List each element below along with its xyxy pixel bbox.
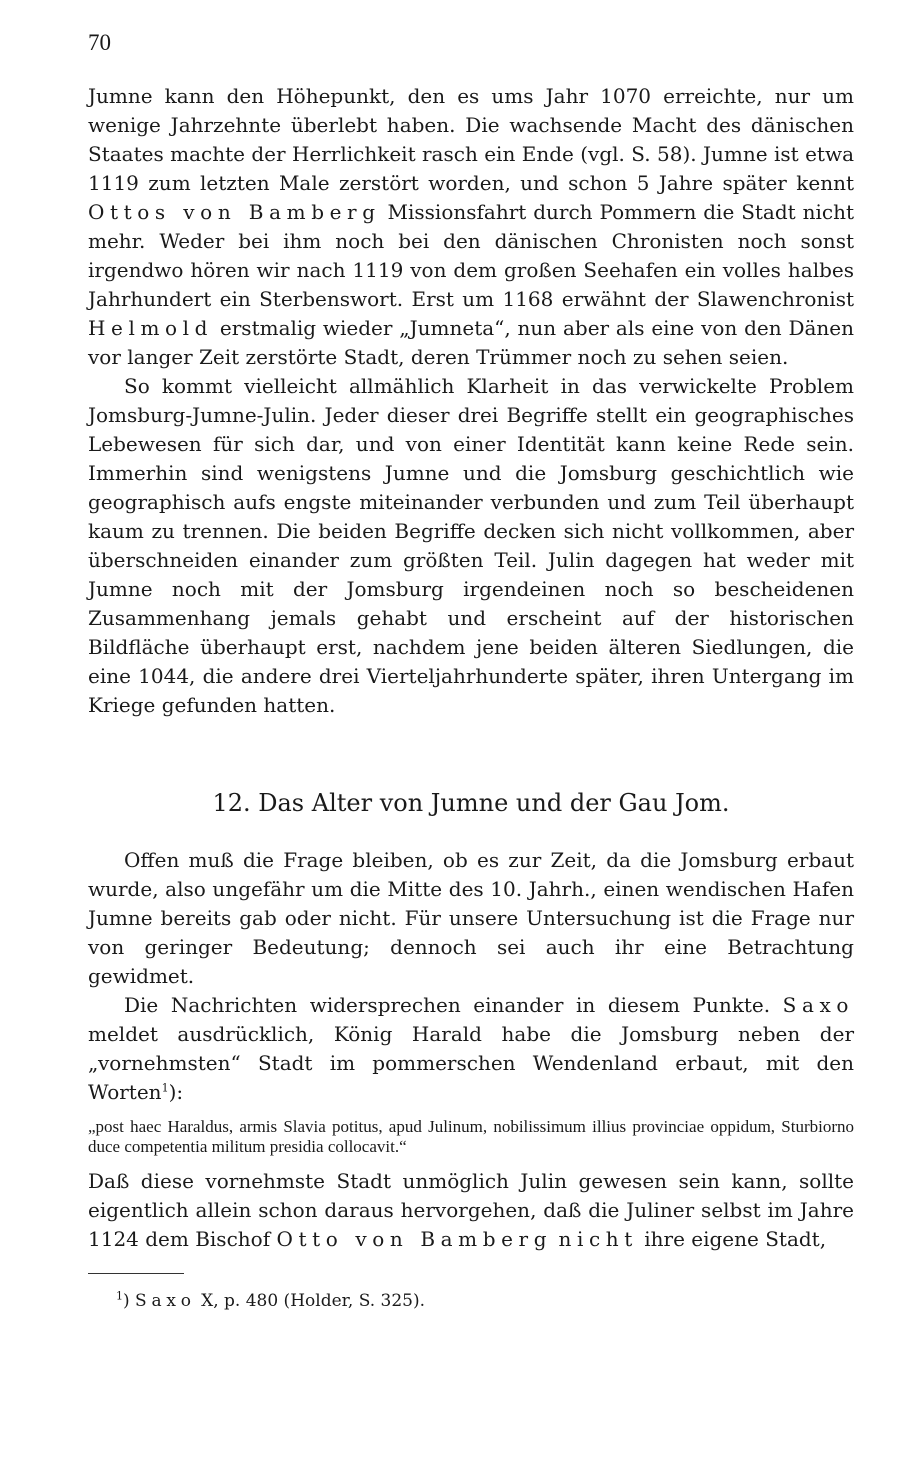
paragraph-jomsburg-problem: So kommt vielleicht allmählich Klarheit in das verwickelte Problem Jomsburg-Jumne-Julin. Jeder dieser drei Begriffe stellt ein geographisches Lebewesen für sich dar, und von einer Identität kann keine Rede sein. Immerhin sind wenigstens Jumne und die Jomsburg geschichtlich wie geographisch aufs engste miteinander verbunden und zum Teil überhaupt kaum zu trennen. Die beiden Begriffe decken sich nicht vollkommen, aber überschneiden einander zum größten Teil. Julin dagegen hat weder mit Jumne noch mit der Jomsburg irgendeinen noch so bescheidenen Zusammenhang jemals gehabt und erscheint auf der historischen Bildfläche überhaupt erst, nachdem jene beiden älteren Siedlungen, die eine 1044, die andere drei Vierteljahrhunderte später, ihren Untergang im Kriege gefunden hatten. — [88, 374, 854, 717]
page-number: 70 — [88, 30, 111, 55]
footnote — [116, 1290, 425, 1312]
text-run: Daß diese vornehmste Stadt unmöglich Julin gewesen sein kann, sollte eigentlich allein schon daraus hervorgehen, daß die Juliner selbst im Jahre 1124 dem Bischof — [88, 1169, 854, 1251]
paragraph-julin-argument — [88, 1167, 854, 1254]
text-block-lower — [88, 846, 854, 1254]
section-heading: 12. Das Alter von Jumne und der Gau Jom. — [212, 789, 730, 817]
text-run: Die Nachrichten widersprechen einander in diesem Punkte. — [124, 993, 783, 1017]
paragraph-open-question: Offen muß die Frage bleiben, ob es zur Zeit, da die Jomsburg erbaut wurde, also ungefähr um die Mitte des 10. Jahrh., einen wendischen Hafen Jumne bereits gab oder nicht. Für unsere Untersuchung ist die Frage nur von geringer Bedeutung; dennoch sei auch ihr eine Betrachtung gewidmet. — [88, 848, 854, 988]
spaced-name-otto: Otto von Bamberg — [276, 1227, 553, 1251]
text-run: meldet ausdrücklich, König Harald habe die Jomsburg neben der „vornehmsten“ Stadt im pommerschen Wendenland erbaut, mit den Worten — [88, 1022, 854, 1104]
paragraph-jumne-decline — [88, 82, 854, 372]
spaced-name-saxo: Saxo — [782, 993, 854, 1017]
text-run: X, p. 480 (Holder, S. 325). — [195, 1291, 426, 1311]
spaced-name-saxo: Saxo — [135, 1291, 196, 1311]
footnote-marker: 1 — [116, 1289, 123, 1303]
text-run: ) — [123, 1291, 136, 1311]
spaced-name-otto: Ottos von Bamberg — [88, 200, 381, 224]
text-block-upper — [88, 82, 854, 720]
paragraph-saxo-report — [88, 991, 854, 1107]
text-run: erstmalig wieder „Jumneta“, nun aber als eine von den Dänen vor langer Zeit zerstörte Stadt, deren Trümmer noch zu sehen seien. — [88, 316, 854, 369]
text-run: ): — [168, 1080, 184, 1104]
text-run: Jumne kann den Höhepunkt, den es ums Jahr 1070 erreichte, nur um wenige Jahrzehnte überlebt haben. Die wachsende Macht des dänischen Staates machte der Herrlichkeit rasch ein Ende (vgl. S. 58). Jumne ist etwa 1119 zum letzten Male zerstört worden, und schon 5 Jahre später kennt — [88, 84, 854, 195]
quotation-text: „post haec Haraldus, armis Slavia potitus, apud Julinum, nobilissimum illius provinciae oppidum, Sturbiorno duce competentia militum presidia collocavit.“ — [88, 1117, 854, 1156]
spaced-emphasis-nicht: nicht — [558, 1227, 638, 1251]
text-run: ihre eigene Stadt, — [637, 1227, 827, 1251]
footnote-divider — [88, 1273, 184, 1274]
text-run: Missionsfahrt durch Pommern die Stadt nicht mehr. Weder bei ihm noch bei den dänischen Chronisten noch sonst irgendwo hören wir nach 1119 von dem großen Seehafen ein volles halbes Jahrhundert ein Sterbenswort. Erst um 1168 erwähnt der Slawenchronist — [88, 200, 855, 311]
latin-quotation — [88, 1117, 854, 1157]
spaced-name-helmold: Helmold — [88, 316, 214, 340]
footnote-reference[interactable]: 1 — [161, 1081, 169, 1095]
